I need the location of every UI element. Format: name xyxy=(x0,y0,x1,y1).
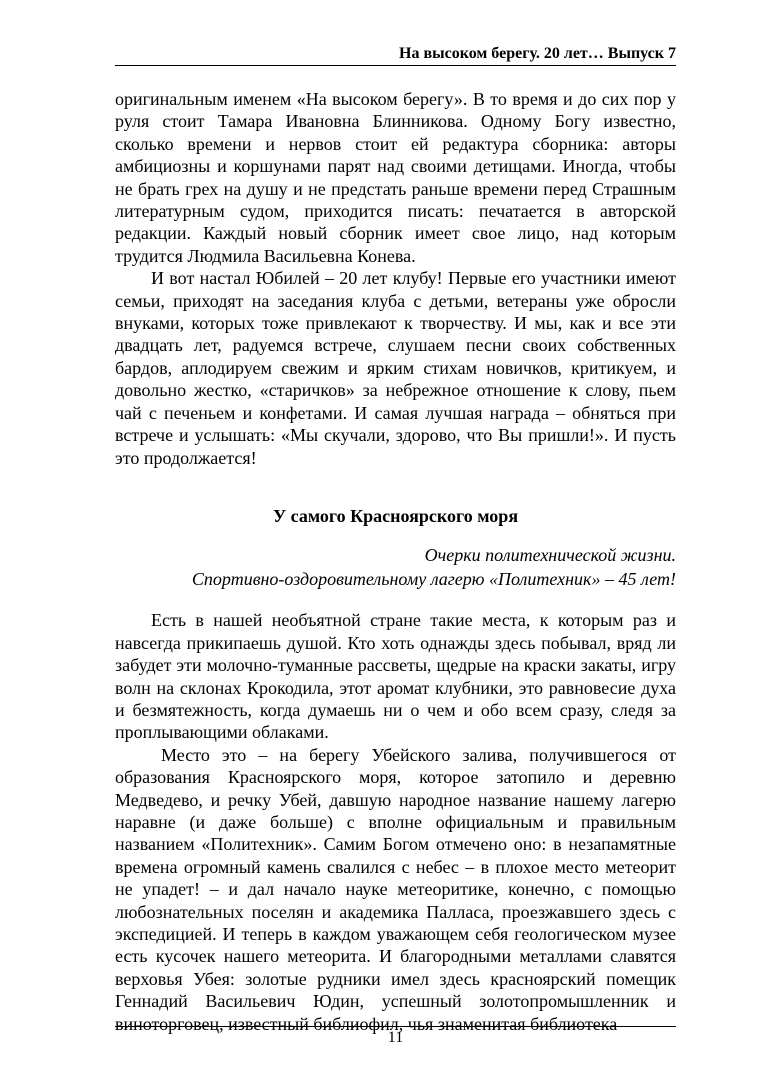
running-header: На высоком берегу. 20 лет… Выпуск 7 xyxy=(399,45,676,62)
body-paragraph: И вот настал Юбилей – 20 лет клубу! Первые его участники имеют семьи, приходят на заседания клуба с детьми, ветераны уже обросли внуками, которых тоже привлекают к творчеству. И мы, как и все эти двадцать лет, радуемся встрече, слушаем песни своих собственных бардов, аплодируем свежим и ярким стихам новичков, критикуем, и довольно жестко, «старичков» за небрежное отношение к слову, пьем чай с печеньем и конфетами. И самая лучшая награда – обняться при встрече и услышать: «Мы скучали, здорово, что Вы пришли!». И пусть это продолжается! xyxy=(115,268,676,468)
epigraph xyxy=(115,543,676,591)
page-number: 11 xyxy=(387,1029,404,1046)
header-divider xyxy=(115,65,676,66)
epigraph-line: Спортивно-оздоровительному лагерю «Политехник» – 45 лет! xyxy=(191,569,676,590)
page-content xyxy=(115,88,676,1035)
spacer xyxy=(115,591,676,609)
body-paragraph: оригинальным именем «На высоком берегу». В то время и до сих пор у руля стоит Тамара Ивановна Блинникова. Одному Богу известно, сколько времени и нервов стоит ей редактура сборника: авторы амбициозны и коршунами парят над своими детищами. Иногда, чтобы не брать грех на душу и не предстать раньше времени перед Страшным литературным судом, приходится писать: печатается в авторской редакции. Каждый новый сборник имеет свое лицо, над которым трудится Людмила Васильевна Конева. xyxy=(115,89,676,266)
body-paragraph: Есть в нашей необъятной стране такие места, к которым раз и навсегда прикипаешь душой. Кто хоть однажды здесь побывал, вряд ли забудет эти молочно-туманные рассветы, щедрые на краски закаты, игру волн на склонах Крокодила, этот аромат клубники, это равновесие духа и безмятежность, когда думаешь ни о чем и обо всем сразу, следя за проплывающими облаками. xyxy=(115,610,676,743)
epigraph-line: Очерки политехнической жизни. xyxy=(424,545,676,566)
section-title: У самого Красноярского моря xyxy=(272,505,519,526)
body-paragraph: Место это – на берегу Убейского залива, получившегося от образования Красноярского моря, которое затопило и деревню Медведево, и речку Убей, давшую народное название нашему лагерю наравне (и даже больше) с вполне официальным и правильным названием «Политехник». Самим Богом отмечено оно: в незапамятные времена огромный камень свалился с небес – в плохое место метеорит не упадет! – и дал начало науке метеоритике, конечно, с помощью любознательных поселян и академика Палласа, проезжавшего здесь с экспедицией. И теперь в каждом уважающем себя геологическом музее есть кусочек нашего метеорита. И благородными металлами славятся верховья Убея: золотые рудники имел здесь красноярский помещик Геннадий Васильевич Юдин, успешный золотопромышленник и виноторговец, известный библиофил, чья знаменитая библиотека xyxy=(115,744,676,1034)
footer-divider xyxy=(115,1026,676,1027)
